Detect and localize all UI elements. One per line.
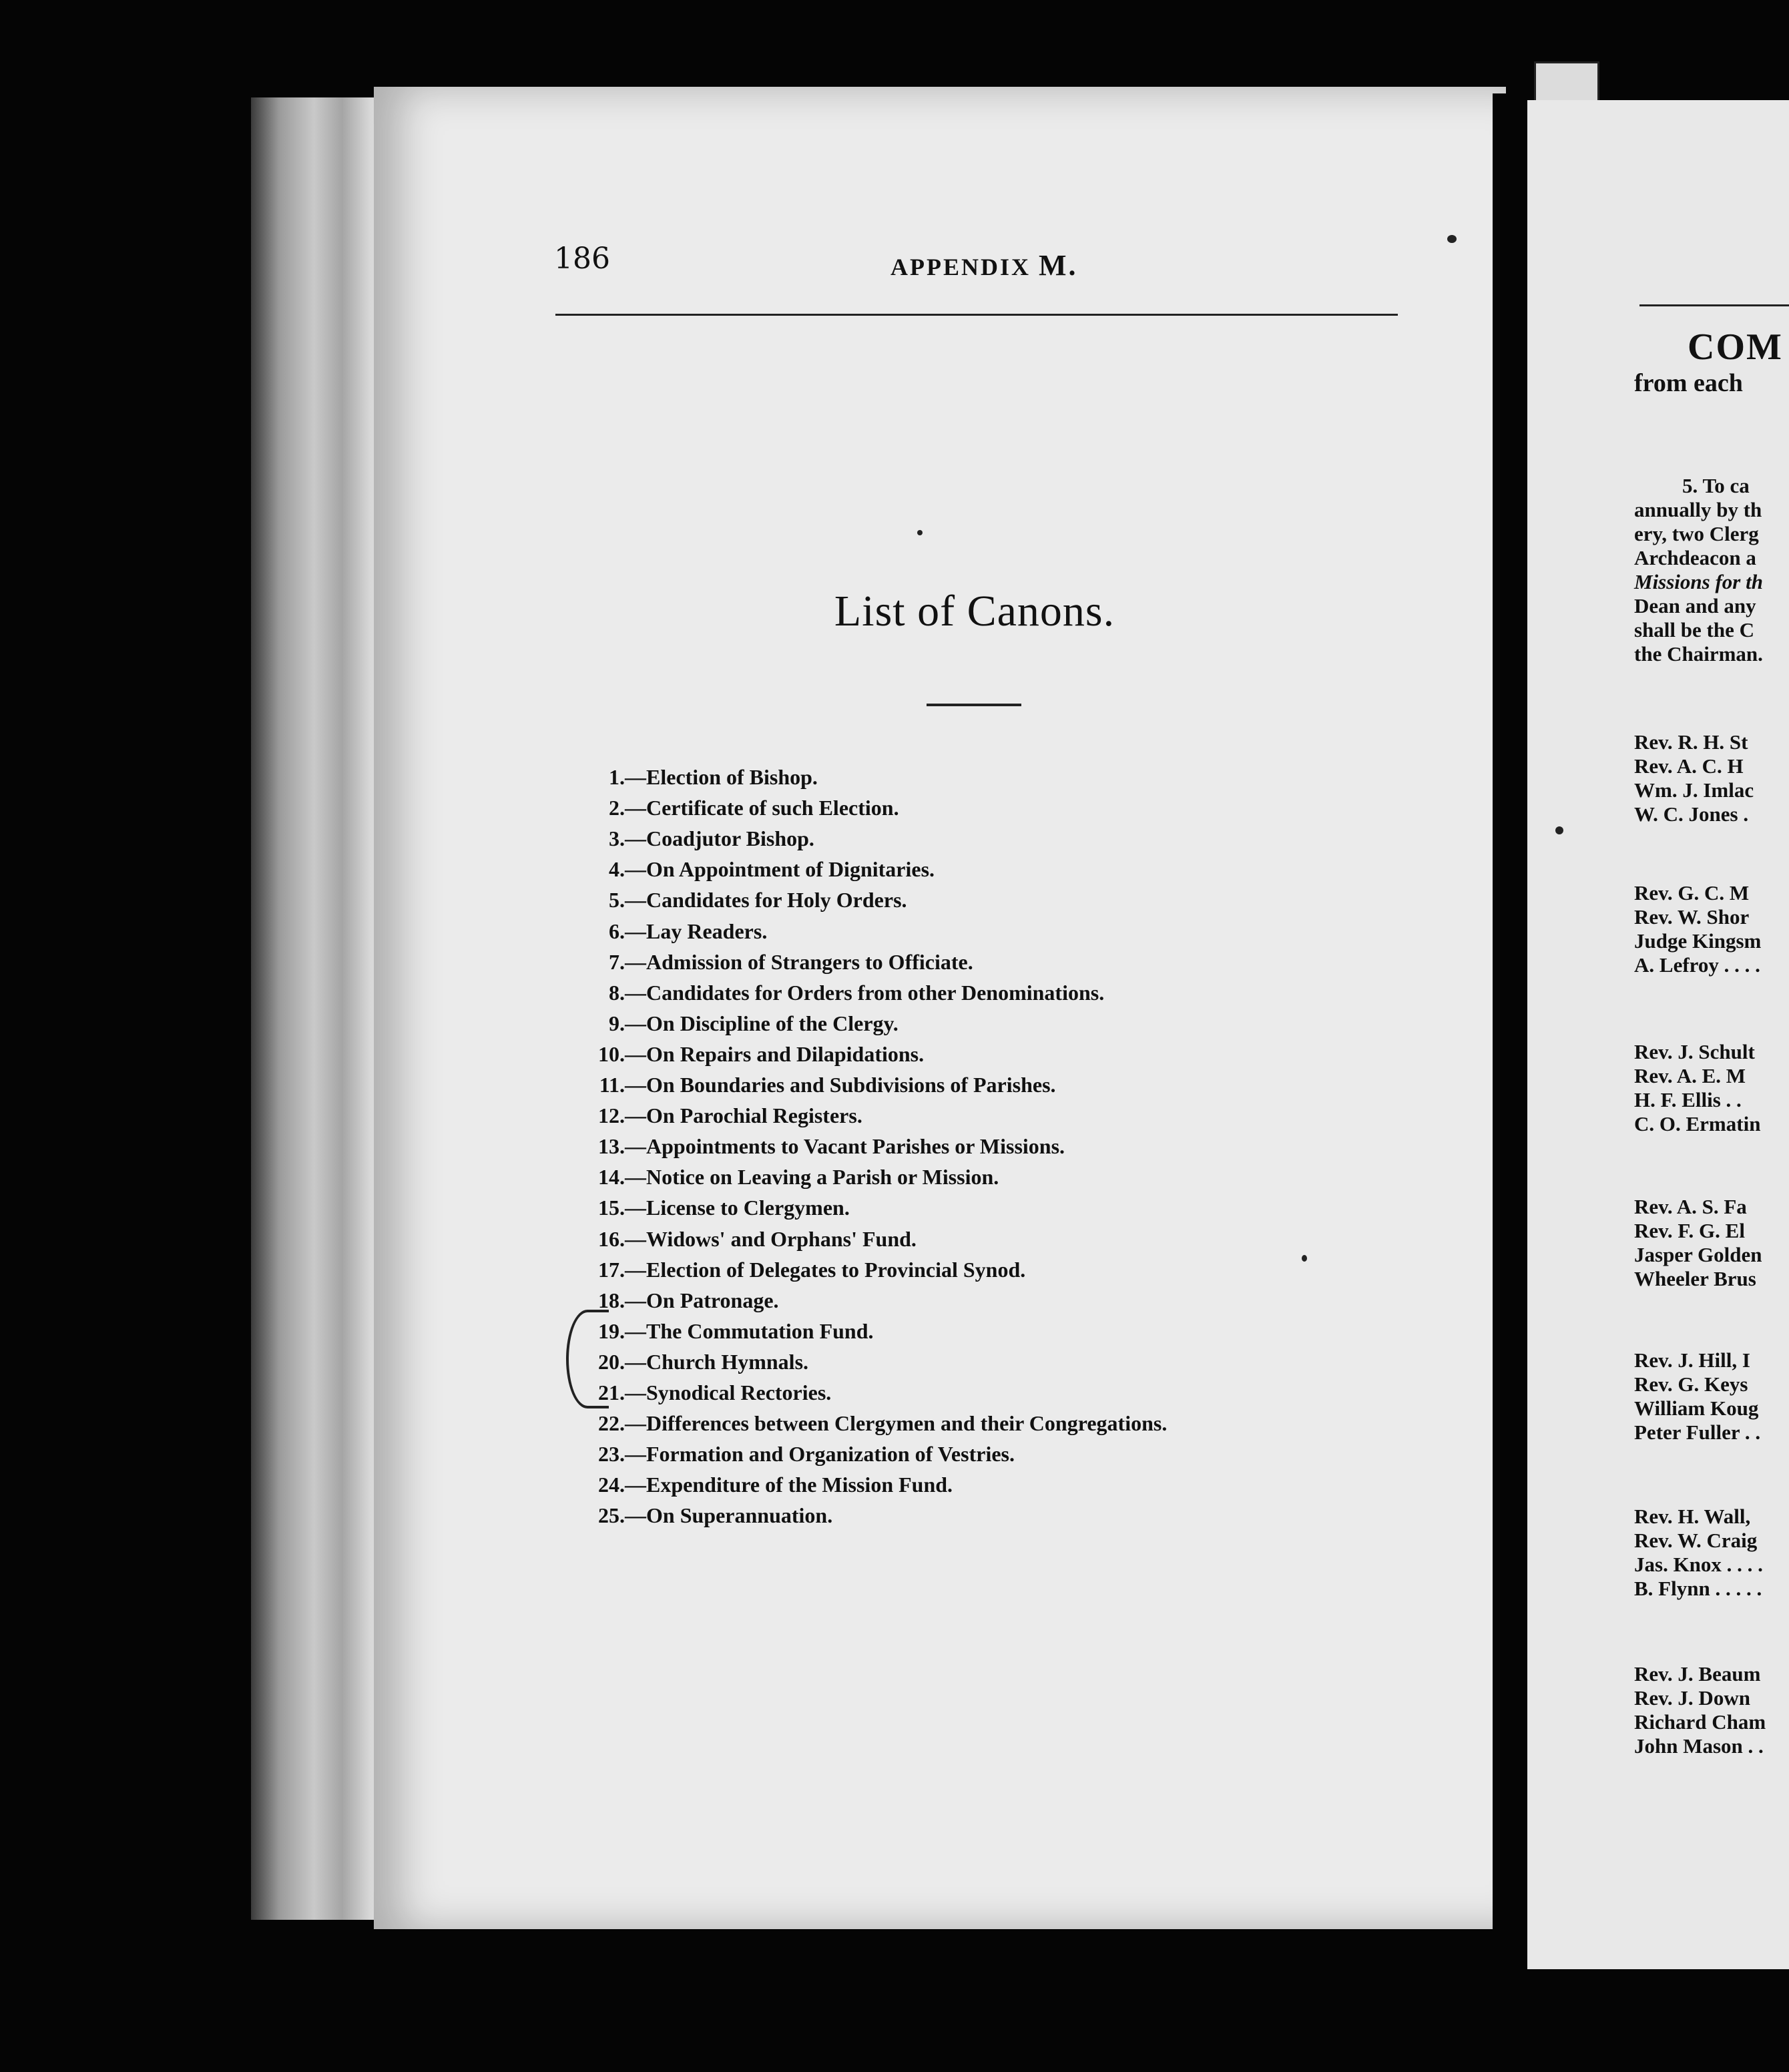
right-paragraph-line: 5. To ca [1682, 474, 1750, 497]
canon-item [579, 1134, 1380, 1159]
canon-title: —Certificate of such Election. [625, 796, 899, 820]
canon-item [579, 1196, 1380, 1220]
canon-item [579, 1411, 1380, 1436]
committee-member: Peter Fuller . . [1634, 1420, 1761, 1444]
canon-number: 7. [609, 949, 625, 974]
canon-number: 20. [598, 1349, 625, 1374]
canon-item [579, 826, 1380, 851]
committee-member: Jasper Golden [1634, 1243, 1762, 1266]
canon-number: 22. [598, 1411, 625, 1436]
right-paragraph-line: Dean and any [1634, 594, 1756, 617]
canon-item [579, 1350, 1380, 1374]
committee-member: Jas. Knox . . . . [1634, 1553, 1763, 1576]
committee-member: Rev. G. C. M [1634, 881, 1750, 904]
running-head-text: APPENDIX [890, 254, 1031, 280]
canon-title: —On Patronage. [625, 1288, 779, 1312]
canon-title: —Election of Bishop. [625, 765, 818, 789]
canon-number: 10. [598, 1041, 625, 1066]
committee-member: Rev. A. E. M [1634, 1064, 1746, 1087]
running-head-letter: M. [1039, 249, 1078, 282]
page-title: List of Canons. [834, 587, 1115, 635]
canon-item [579, 1073, 1380, 1097]
canon-item [579, 1503, 1380, 1528]
canon-number: 11. [599, 1073, 625, 1097]
canon-title: —Candidates for Orders from other Denominations. [625, 980, 1105, 1005]
canon-number: 19. [598, 1318, 625, 1343]
canon-number: 3. [609, 826, 625, 851]
canon-item [579, 1042, 1380, 1067]
canon-item [579, 1442, 1380, 1467]
canon-number: 4. [609, 857, 625, 882]
canon-title: —On Discipline of the Clergy. [625, 1011, 899, 1035]
canon-item [579, 1103, 1380, 1128]
canon-number: 17. [598, 1257, 625, 1282]
canon-title: —Formation and Organization of Vestries. [625, 1442, 1015, 1467]
page-edge [251, 97, 391, 1920]
committee-member: Rev. J. Down [1634, 1686, 1750, 1710]
canon-title: —Church Hymnals. [625, 1349, 809, 1374]
pencil-bracket-mark [566, 1310, 609, 1408]
committee-member: Wm. J. Imlac [1634, 778, 1754, 802]
right-paragraph-line: Missions for th [1634, 570, 1763, 593]
canon-number: 5. [609, 888, 625, 913]
committee-member: Rev. J. Schult [1634, 1040, 1755, 1063]
canon-item [579, 1258, 1380, 1282]
canon-item [579, 919, 1380, 944]
canon-number: 24. [598, 1473, 625, 1497]
canon-title: —Admission of Strangers to Officiate. [625, 949, 973, 974]
committee-member: Rev. W. Shor [1634, 905, 1750, 929]
title-rule [927, 704, 1021, 706]
canon-item [579, 857, 1380, 882]
canon-item [579, 1380, 1380, 1405]
right-paragraph-line: Archdeacon a [1634, 546, 1756, 569]
canon-title: —Coadjutor Bishop. [625, 826, 814, 851]
canon-title: —Expenditure of the Mission Fund. [625, 1473, 953, 1497]
canon-title: —Synodical Rectories. [625, 1380, 832, 1404]
canon-item [579, 1011, 1380, 1036]
book-gutter [1493, 93, 1527, 1949]
canon-title: —Election of Delegates to Provincial Synod. [625, 1257, 1026, 1282]
canon-number: 6. [609, 919, 625, 943]
speck [1555, 826, 1563, 834]
canon-number: 8. [609, 980, 625, 1005]
canon-title: —License to Clergymen. [625, 1196, 850, 1220]
canon-item [579, 796, 1380, 820]
committee-member: Rev. A. C. H [1634, 754, 1744, 778]
canon-title: —The Commutation Fund. [625, 1318, 874, 1343]
canon-number: 25. [598, 1503, 625, 1528]
canon-number: 1. [609, 765, 625, 789]
canon-number: 13. [598, 1134, 625, 1159]
canon-title: —Candidates for Holy Orders. [625, 888, 907, 913]
committee-member: Rev. A. S. Fa [1634, 1195, 1747, 1218]
right-paragraph-line: shall be the C [1634, 618, 1754, 641]
header-rule [555, 314, 1398, 316]
committee-member: William Koug [1634, 1396, 1759, 1420]
committee-member: W. C. Jones . [1634, 802, 1749, 826]
committee-member: Rev. F. G. El [1634, 1219, 1745, 1242]
committee-member: Rev. G. Keys [1634, 1372, 1748, 1396]
canon-number: 14. [598, 1165, 625, 1190]
committee-member: H. F. Ellis . . [1634, 1088, 1742, 1111]
page-number: 186 [554, 242, 610, 276]
canon-item [579, 1165, 1380, 1190]
canon-title: —Widows' and Orphans' Fund. [625, 1226, 917, 1251]
left-page [374, 87, 1506, 1929]
running-head [890, 248, 1078, 282]
canon-item [579, 1227, 1380, 1252]
committee-member: Rev. H. Wall, [1634, 1505, 1751, 1528]
canon-item [579, 1473, 1380, 1497]
speck [1302, 1255, 1307, 1262]
canon-title: —On Superannuation. [625, 1503, 833, 1528]
canon-title: —Notice on Leaving a Parish or Mission. [625, 1165, 999, 1190]
committee-member: A. Lefroy . . . . [1634, 953, 1760, 977]
right-paragraph-line: ery, two Clerg [1634, 522, 1759, 545]
right-paragraph-line: the Chairman. [1634, 642, 1763, 666]
canon-number: 9. [609, 1011, 625, 1035]
canon-number: 15. [598, 1196, 625, 1220]
canon-number: 2. [609, 796, 625, 820]
right-header-rule [1639, 304, 1789, 306]
right-page-subheading: from each [1634, 369, 1743, 397]
canon-item [579, 888, 1380, 913]
committee-member: Rev. W. Craig [1634, 1529, 1758, 1552]
committee-member: Richard Cham [1634, 1710, 1766, 1734]
committee-member: John Mason . . [1634, 1734, 1764, 1758]
canon-title: —On Appointment of Dignitaries. [625, 857, 935, 882]
right-page-heading: COM [1688, 326, 1783, 368]
canon-title: —Lay Readers. [625, 919, 768, 943]
canon-title: —Appointments to Vacant Parishes or Missions. [625, 1134, 1065, 1159]
canon-title: —On Boundaries and Subdivisions of Parishes. [625, 1073, 1056, 1097]
canon-item [579, 981, 1380, 1005]
canon-number: 23. [598, 1442, 625, 1467]
speck [917, 530, 923, 535]
canon-title: —On Repairs and Dilapidations. [625, 1041, 925, 1066]
canon-item [579, 765, 1380, 790]
canon-title: —On Parochial Registers. [625, 1103, 862, 1128]
committee-member: Rev. J. Beaum [1634, 1662, 1761, 1686]
canon-number: 18. [598, 1288, 625, 1312]
canon-number: 12. [598, 1103, 625, 1128]
committee-member: Rev. J. Hill, I [1634, 1348, 1750, 1372]
right-paragraph-line: annually by th [1634, 498, 1762, 521]
committee-member: Rev. R. H. St [1634, 730, 1748, 754]
canon-item [579, 1288, 1380, 1313]
canon-item [579, 1319, 1380, 1344]
speck [1447, 235, 1457, 243]
canon-number: 16. [598, 1226, 625, 1251]
committee-member: B. Flynn . . . . . [1634, 1577, 1762, 1600]
canon-title: —Differences between Clergymen and their Congregations. [625, 1411, 1168, 1436]
committee-member: Wheeler Brus [1634, 1267, 1756, 1290]
committee-member: Judge Kingsm [1634, 929, 1762, 953]
committee-member: C. O. Ermatin [1634, 1112, 1761, 1135]
canon-number: 21. [598, 1380, 625, 1404]
canon-item [579, 950, 1380, 975]
